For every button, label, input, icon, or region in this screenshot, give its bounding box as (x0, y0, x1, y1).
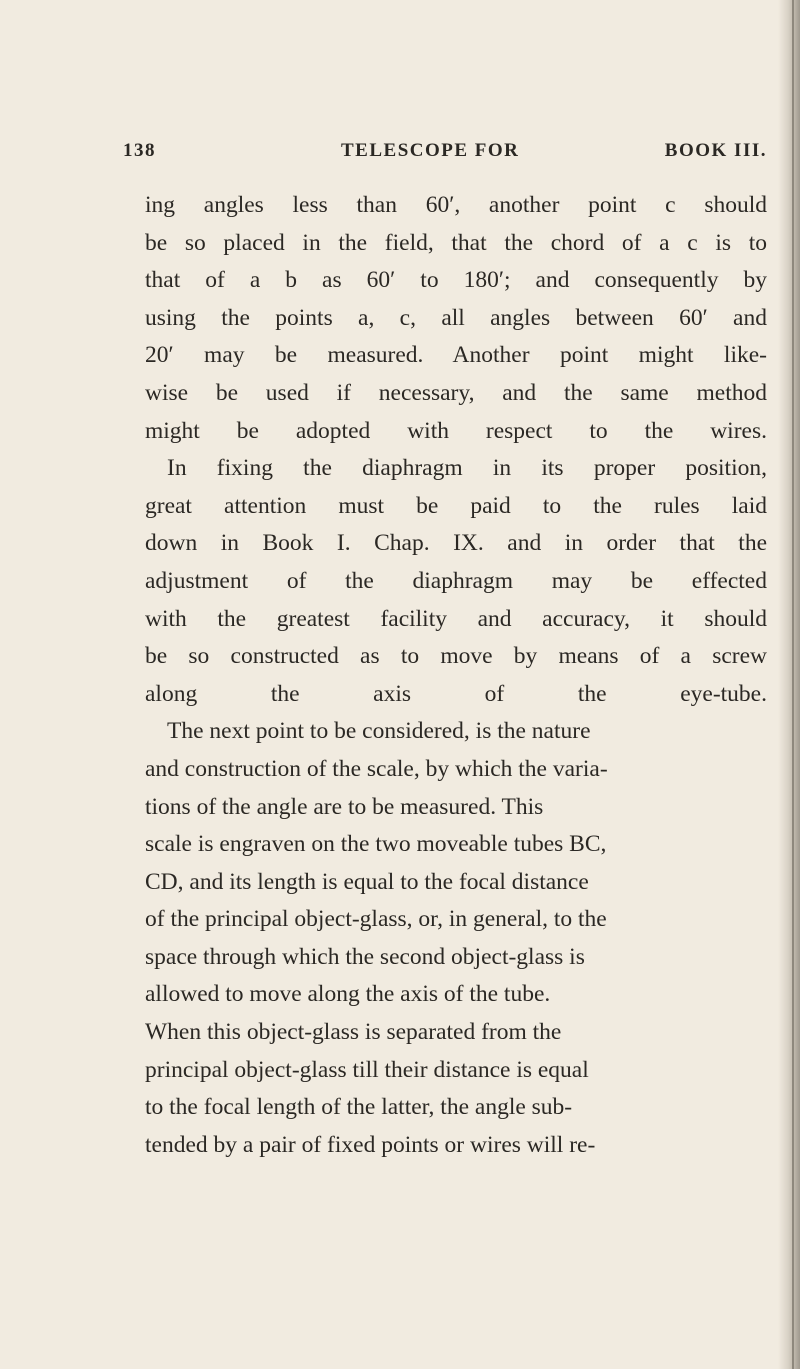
text-line: and construction of the scale, by which the varia- (145, 755, 608, 782)
page-edge-shadow (778, 0, 800, 1369)
text-line: allowed to move along the axis of the tube. (145, 981, 551, 1008)
text-line: using the points a, c, all angles between 60′ and (145, 304, 767, 331)
paragraph-1 (145, 187, 767, 450)
page-number: 138 (123, 140, 156, 161)
text-line: tions of the angle are to be measured. This (145, 793, 544, 820)
text-line: great attention must be paid to the rules laid (145, 492, 767, 519)
text-line: ing angles less than 60′, another point c should (145, 192, 767, 218)
text-line: of the principal object-glass, or, in general, to the (145, 906, 607, 933)
text-line: adjustment of the diaphragm may be effected (145, 567, 767, 594)
text-line: space through which the second object-glass is (145, 943, 585, 970)
text-line: to the focal length of the latter, the angle sub- (145, 1094, 573, 1121)
paragraph-2 (145, 450, 767, 713)
text-line: In fixing the diaphragm in its proper position, (167, 455, 767, 482)
text-line: down in Book I. Chap. IX. and in order that the (145, 530, 767, 557)
text-line: with the greatest facility and accuracy, it should (145, 605, 767, 632)
text-line: tended by a pair of fixed points or wires will re- (145, 1131, 596, 1158)
text-line: CD, and its length is equal to the focal distance (145, 868, 589, 895)
page-header (123, 140, 767, 174)
text-line: scale is engraven on the two moveable tubes BC, (145, 831, 607, 858)
text-line: When this object-glass is separated from the (145, 1019, 562, 1046)
page-edge-line (792, 0, 794, 1369)
text-line: principal object-glass till their distance is equal (145, 1056, 589, 1083)
text-line: along the axis of the eye-tube. (145, 680, 767, 707)
text-line: that of a b as 60′ to 180′; and consequently by (145, 267, 767, 294)
book-reference: BOOK III. (664, 140, 767, 161)
text-line: The next point to be considered, is the nature (167, 718, 591, 745)
text-line: be so constructed as to move by means of a screw (145, 643, 767, 670)
text-line: be so placed in the field, that the chord of a c is to (145, 229, 767, 256)
text-line: wise be used if necessary, and the same method (145, 379, 767, 406)
body-text (145, 187, 767, 1164)
paragraph-3 (145, 713, 767, 1164)
running-title: TELESCOPE FOR (341, 140, 520, 161)
text-line: might be adopted with respect to the wires. (145, 417, 767, 444)
text-line: 20′ may be measured. Another point might like- (145, 342, 767, 369)
